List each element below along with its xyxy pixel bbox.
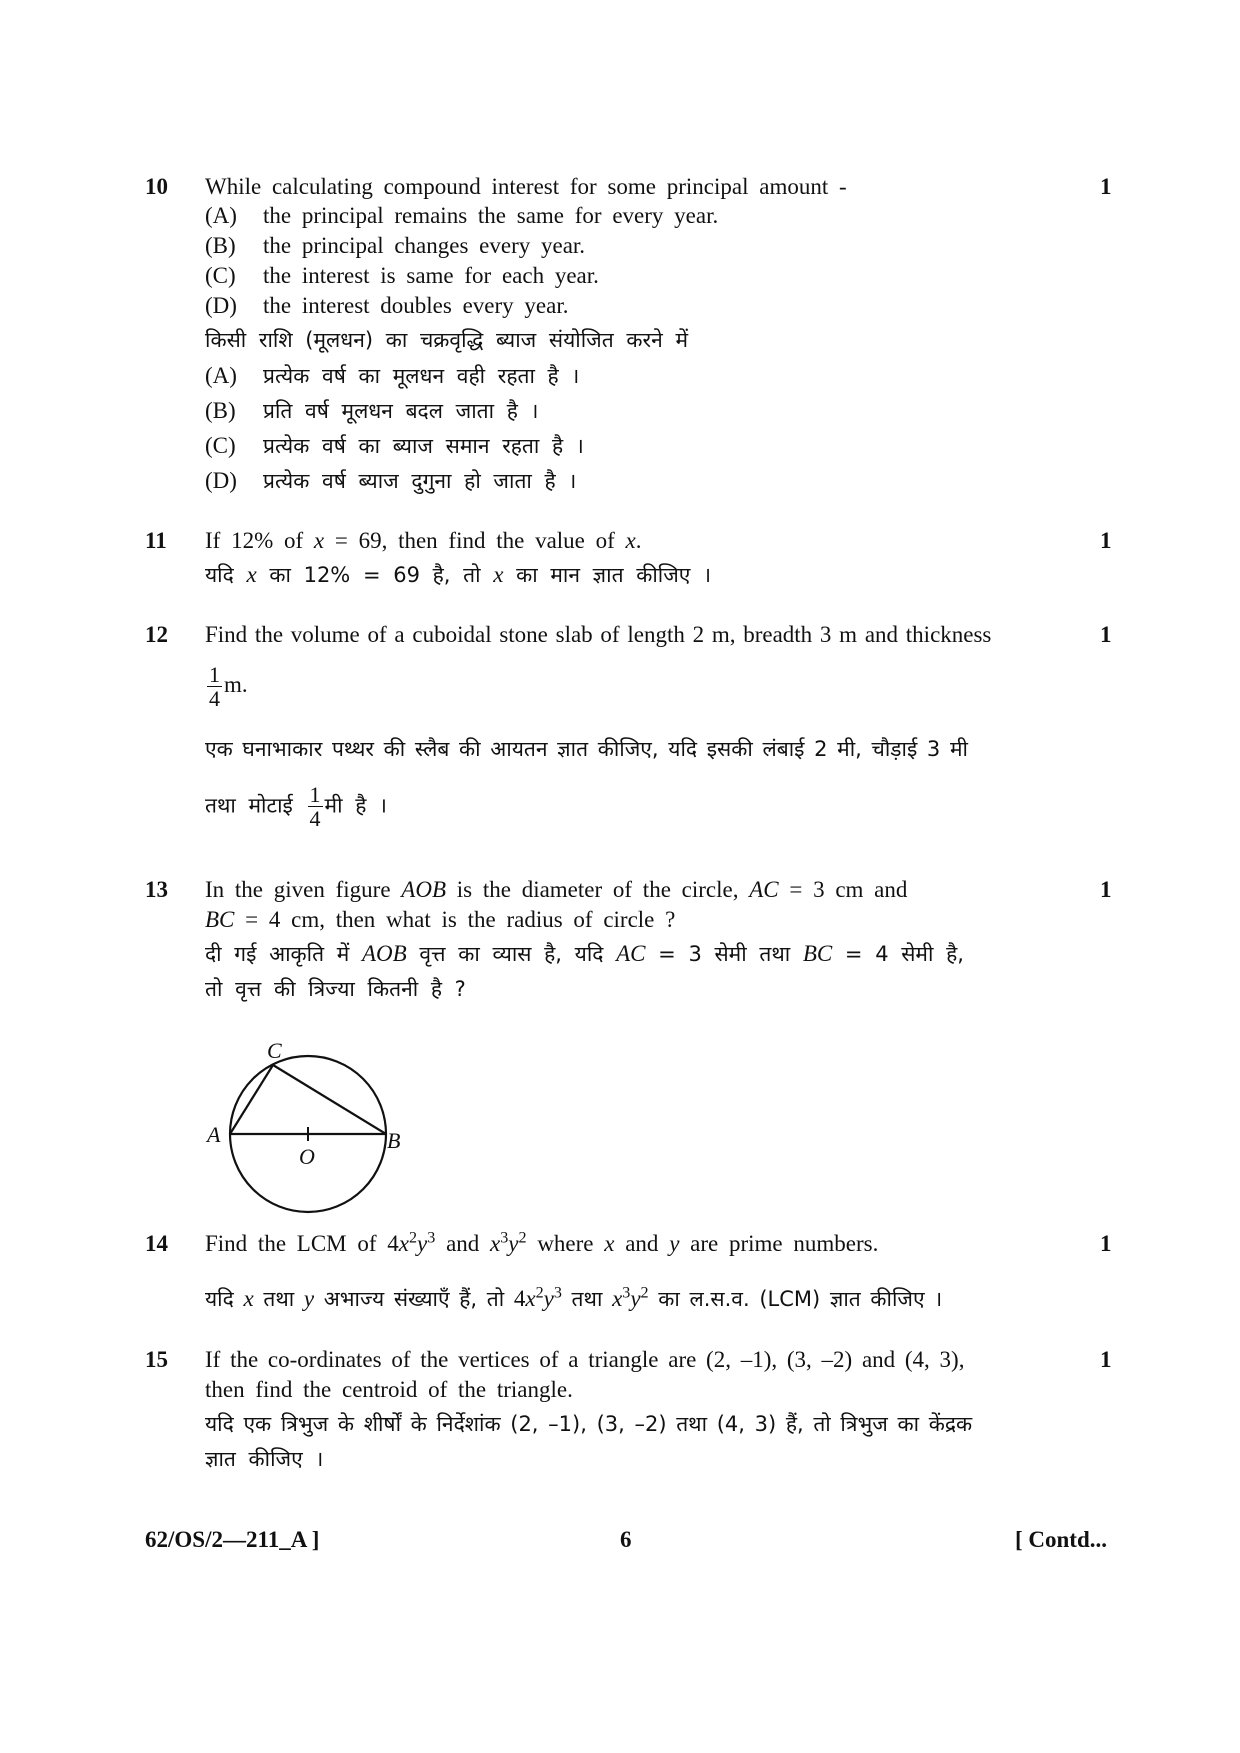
text-part: and bbox=[614, 1231, 670, 1256]
math-var: y bbox=[543, 1286, 554, 1311]
text-part: वृत्त का व्यास है, यदि bbox=[406, 942, 617, 966]
circle-figure bbox=[195, 1018, 415, 1218]
q10-option-hi-b bbox=[205, 397, 539, 425]
chord-cb bbox=[273, 1065, 386, 1134]
option-letter: (B) bbox=[205, 398, 236, 423]
question-marks-13: 1 bbox=[1100, 877, 1112, 902]
option-text: the principal remains the same for every year. bbox=[263, 203, 719, 228]
math-var: AC bbox=[749, 877, 779, 902]
q10-option-en-d bbox=[205, 293, 568, 319]
math-var: AC bbox=[616, 941, 646, 966]
text-part: = 3 cm and bbox=[778, 877, 908, 902]
exponent: 2 bbox=[640, 1284, 649, 1302]
math-var: x bbox=[604, 1231, 615, 1256]
math-var: x bbox=[525, 1286, 536, 1311]
q15-question-hi-line2: ज्ञात कीजिए । bbox=[205, 1447, 324, 1471]
question-number-13: 13 bbox=[145, 877, 168, 902]
option-letter: (C) bbox=[205, 263, 236, 288]
option-text: the interest doubles every year. bbox=[263, 293, 569, 318]
q15-question-en-line2: then find the centroid of the triangle. bbox=[205, 1377, 573, 1402]
math-var: y bbox=[669, 1231, 680, 1256]
term-2 bbox=[612, 1286, 649, 1311]
paper-code: 62/OS/2—211_A ] bbox=[145, 1527, 320, 1552]
math-var: x bbox=[490, 1231, 501, 1256]
text-part: तथा bbox=[561, 1287, 613, 1311]
q13-question-hi-line2: तो वृत्त की त्रिज्या कितनी है ? bbox=[205, 977, 466, 1001]
question-marks-11: 1 bbox=[1100, 528, 1112, 553]
math-var: x bbox=[243, 1286, 254, 1311]
q10-option-en-c bbox=[205, 263, 599, 289]
math-var: y bbox=[303, 1286, 315, 1311]
fraction-denominator: 4 bbox=[309, 806, 321, 832]
option-letter: (D) bbox=[205, 293, 237, 318]
question-marks-15: 1 bbox=[1100, 1347, 1112, 1372]
fraction-denominator: 4 bbox=[209, 686, 220, 712]
option-letter: (B) bbox=[205, 233, 236, 258]
term-1 bbox=[387, 1231, 435, 1256]
q10-option-hi-d bbox=[205, 467, 576, 495]
q12-question-en: Find the volume of a cuboidal stone slab of length 2 m, breadth 3 m and thickness bbox=[205, 622, 992, 647]
question-number-14: 14 bbox=[145, 1231, 168, 1256]
math-var: x bbox=[625, 528, 636, 553]
text-part: दी गई आकृति में bbox=[205, 942, 362, 966]
page-number: 6 bbox=[620, 1527, 632, 1552]
q15-question-en-line1: If the co-ordinates of the vertices of a triangle are (2, –1), (3, –2) and (4, 3), bbox=[205, 1347, 965, 1372]
text-part: is the diameter of the circle, bbox=[446, 877, 750, 902]
fraction bbox=[207, 663, 222, 710]
term-1 bbox=[514, 1286, 562, 1311]
math-var: AOB bbox=[361, 941, 407, 966]
q13-question-en-line2 bbox=[205, 907, 675, 933]
question-number-15: 15 bbox=[145, 1347, 168, 1372]
question-number-10: 10 bbox=[145, 174, 168, 199]
option-text: प्रति वर्ष मूलधन बदल जाता है । bbox=[263, 399, 539, 423]
text-part: In the given figure bbox=[205, 877, 402, 902]
math-var: x bbox=[246, 562, 257, 587]
q14-question-en bbox=[205, 1231, 878, 1257]
math-var: BC bbox=[802, 941, 833, 966]
question-number-12: 12 bbox=[145, 622, 168, 647]
text-part: = 4 सेमी है, bbox=[832, 942, 964, 966]
text-part: तथा मोटाई bbox=[205, 793, 293, 818]
option-letter: (A) bbox=[205, 363, 237, 388]
math-var: y bbox=[508, 1231, 519, 1256]
math-var: x bbox=[612, 1286, 623, 1311]
text-part: का ल.स.व. (LCM) ज्ञात कीजिए । bbox=[648, 1287, 943, 1311]
q11-question-en bbox=[205, 528, 642, 554]
q12-question-hi: एक घनाभाकार पथ्थर की स्लैब की आयतन ज्ञात कीजिए, यदि इसकी लंबाई 2 मी, चौड़ाई 3 मी bbox=[205, 737, 968, 761]
q13-question-en-line1 bbox=[205, 877, 907, 903]
label-b: B bbox=[387, 1128, 401, 1153]
q10-option-en-a bbox=[205, 203, 718, 229]
question-marks-14: 1 bbox=[1100, 1231, 1112, 1256]
fraction-numerator: 1 bbox=[309, 782, 321, 807]
unit: m. bbox=[224, 671, 248, 697]
q10-option-en-b bbox=[205, 233, 585, 259]
exponent: 3 bbox=[553, 1284, 562, 1302]
text-part: where bbox=[526, 1231, 605, 1256]
option-letter: (C) bbox=[205, 433, 236, 458]
continued-label: [ Contd... bbox=[1015, 1527, 1108, 1552]
q12-fraction-line-hi bbox=[205, 783, 387, 830]
exponent: 2 bbox=[409, 1229, 418, 1247]
math-var: y bbox=[630, 1286, 641, 1311]
exponent: 2 bbox=[518, 1229, 527, 1247]
option-letter: (D) bbox=[205, 468, 237, 493]
q12-fraction-line bbox=[205, 663, 248, 710]
math-var: AOB bbox=[401, 877, 446, 902]
exponent: 3 bbox=[500, 1229, 509, 1247]
q11-question-hi bbox=[205, 561, 711, 589]
q15-question-hi-line1: यदि एक त्रिभुज के शीर्षों के निर्देशांक (2, –1), (3, –2) तथा (4, 3) हैं, तो त्रिभुज का केंद्रक bbox=[205, 1412, 973, 1436]
math-var: x bbox=[398, 1231, 409, 1256]
text-part: यदि bbox=[205, 563, 247, 587]
option-text: the principal changes every year. bbox=[263, 233, 586, 258]
q10-question-en: While calculating compound interest for some principal amount - bbox=[205, 174, 847, 199]
q13-question-hi-line1 bbox=[205, 940, 964, 968]
option-text: प्रत्येक वर्ष ब्याज दुगुना हो जाता है । bbox=[263, 469, 577, 493]
option-text: प्रत्येक वर्ष का मूलधन वही रहता है । bbox=[263, 364, 580, 388]
text-part: यदि bbox=[205, 1287, 244, 1311]
text-part: If 12% of bbox=[205, 528, 314, 553]
question-marks-12: 1 bbox=[1100, 622, 1112, 647]
text-part: = 3 सेमी तथा bbox=[645, 942, 803, 966]
q10-option-hi-a bbox=[205, 362, 579, 390]
text-part: Find the LCM of bbox=[205, 1231, 388, 1256]
fraction bbox=[308, 783, 323, 830]
option-text: प्रत्येक वर्ष का ब्याज समान रहता है । bbox=[263, 434, 584, 458]
label-o: O bbox=[299, 1144, 315, 1169]
q14-question-hi bbox=[205, 1285, 942, 1313]
label-a: A bbox=[207, 1122, 221, 1147]
text-part: का 12% = 69 है, तो bbox=[256, 563, 494, 587]
text-part: मी है । bbox=[324, 793, 387, 818]
fraction-numerator: 1 bbox=[209, 662, 220, 687]
question-number-11: 11 bbox=[145, 528, 167, 553]
exponent: 2 bbox=[535, 1284, 544, 1302]
text-part: are prime numbers. bbox=[679, 1231, 879, 1256]
math-var: y bbox=[417, 1231, 428, 1256]
label-c: C bbox=[267, 1038, 282, 1063]
q10-option-hi-c bbox=[205, 432, 584, 460]
option-text: the interest is same for each year. bbox=[263, 263, 599, 288]
exponent: 3 bbox=[622, 1284, 631, 1302]
math-var: x bbox=[493, 562, 504, 587]
text-part: and bbox=[435, 1231, 491, 1256]
exponent: 3 bbox=[427, 1229, 436, 1247]
coefficient: 4 bbox=[387, 1231, 399, 1256]
text-part: = 4 cm, then what is the radius of circle ? bbox=[234, 907, 676, 932]
text-part: का मान ज्ञात कीजिए । bbox=[503, 563, 712, 587]
chord-ac bbox=[230, 1065, 273, 1134]
text-part: तथा bbox=[253, 1287, 304, 1311]
text-part: = 69, then find the value of bbox=[324, 528, 626, 553]
q10-question-hi: किसी राशि (मूलधन) का चक्रवृद्धि ब्याज संयोजित करने में bbox=[205, 328, 688, 352]
coefficient: 4 bbox=[513, 1286, 526, 1311]
term-2 bbox=[490, 1231, 527, 1256]
text-part: अभाज्य संख्याएँ हैं, तो bbox=[314, 1287, 514, 1311]
math-var: x bbox=[313, 528, 325, 553]
math-var: BC bbox=[205, 907, 235, 932]
question-marks-10: 1 bbox=[1100, 174, 1112, 199]
option-letter: (A) bbox=[205, 203, 237, 228]
text-part: . bbox=[635, 528, 642, 553]
